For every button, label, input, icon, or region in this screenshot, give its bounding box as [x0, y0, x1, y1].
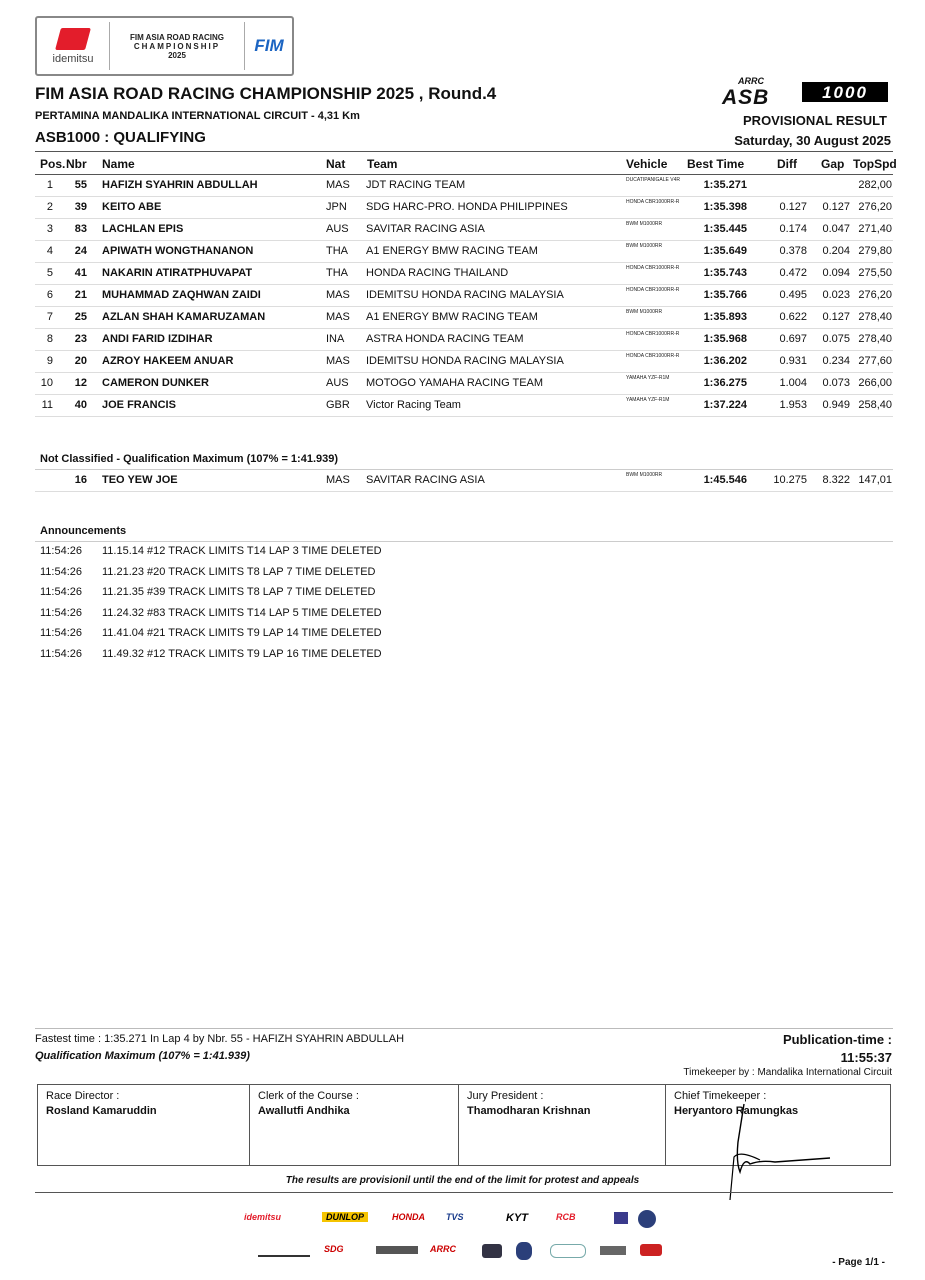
cell-nat: GBR: [326, 399, 350, 411]
cell-team: SAVITAR RACING ASIA: [366, 474, 485, 486]
cell-best: 1:35.968: [703, 333, 747, 345]
announcement-text: 11.21.35 #39 TRACK LIMITS T8 LAP 7 TIME DELETED: [102, 586, 376, 598]
cell-vehicle: DUCATIPANIGALE V4R: [626, 177, 680, 183]
idemitsu-logo-text: idemitsu: [52, 52, 94, 65]
announcements-title: Announcements: [40, 525, 127, 537]
cell-name: APIWATH WONGTHANANON: [102, 245, 254, 257]
announcement-text: 11.15.14 #12 TRACK LIMITS T14 LAP 3 TIME DELETED: [102, 545, 382, 557]
timekeeper: Timekeeper by : Mandalika International Circuit: [683, 1067, 892, 1078]
cell-gap: 0.234: [822, 355, 850, 367]
asb-logo-box: 1000: [802, 82, 888, 102]
result-date: Saturday, 30 August 2025: [734, 133, 891, 148]
cell-topspd: 276,20: [858, 289, 892, 301]
cell-best: 1:45.546: [703, 474, 747, 486]
announcement-text: 11.41.04 #21 TRACK LIMITS T9 LAP 14 TIME DELETED: [102, 627, 382, 639]
cell-team: SDG HARC-PRO. HONDA PHILIPPINES: [366, 201, 568, 213]
cell-vehicle: BWM M1000RR: [626, 309, 663, 315]
col-nat: Nat: [326, 157, 346, 171]
sponsor-signature-logo-icon: [258, 1246, 310, 1257]
cell-best: 1:35.271: [703, 179, 747, 191]
sponsor-crest-icon: [516, 1242, 532, 1260]
table-row: [35, 395, 893, 417]
official-race-director: [38, 1085, 250, 1165]
col-nbr: Nbr: [66, 157, 87, 171]
sponsor-idemitsu-logo: idemitsu: [244, 1212, 282, 1222]
cell-topspd: 275,50: [858, 267, 892, 279]
cell-pos: 3: [46, 223, 53, 235]
cell-team: JDT RACING TEAM: [366, 179, 466, 191]
cell-diff: 10.275: [773, 474, 807, 486]
disclaimer: The results are provisionil until the end of the limit for protest and appeals: [285, 1175, 640, 1186]
cell-nat: MAS: [326, 474, 350, 486]
sponsor-row-2: [258, 1244, 668, 1260]
cell-vehicle: BWM M1000RR: [626, 472, 663, 478]
cell-vehicle: BWM M1000RR: [626, 221, 663, 227]
announcement-item: [40, 566, 376, 578]
col-gap: Gap: [821, 157, 845, 171]
col-team: Team: [367, 157, 398, 171]
cell-gap: 0.047: [822, 223, 850, 235]
official-role: Jury President :: [467, 1090, 544, 1102]
announcement-item: [40, 648, 382, 660]
cell-topspd: 258,40: [858, 399, 892, 411]
announcement-item: [40, 586, 376, 598]
cell-vehicle: HONDA CBR1000RR-R: [626, 199, 680, 205]
cell-gap: 8.322: [822, 474, 850, 486]
cell-gap: 0.949: [822, 399, 850, 411]
sponsor-badge-icon: [614, 1212, 628, 1224]
announcement-time: 11:54:26: [40, 627, 83, 639]
cell-vehicle: YAMAHA YZF-R1M: [626, 375, 670, 381]
announcement-time: 11:54:26: [40, 545, 83, 557]
table-row: [35, 329, 893, 351]
championship-logo: [111, 18, 243, 74]
official-name: Rosland Kamaruddin: [46, 1105, 157, 1117]
table-row: [35, 351, 893, 373]
cell-team: MOTOGO YAMAHA RACING TEAM: [366, 377, 544, 389]
cell-best: 1:36.202: [703, 355, 747, 367]
cell-diff: 0.378: [779, 245, 807, 257]
cell-team: A1 ENERGY BMW RACING TEAM: [366, 245, 538, 257]
cell-diff: 0.697: [779, 333, 807, 345]
cell-topspd: 147,01: [858, 474, 892, 486]
cell-nat: INA: [326, 333, 345, 345]
col-topspd: TopSpd: [853, 157, 897, 171]
cell-best: 1:35.743: [703, 267, 747, 279]
cell-pos: 11: [41, 399, 53, 411]
header-logo-box: [35, 16, 294, 76]
cell-nat: AUS: [326, 223, 349, 235]
official-role: Race Director :: [46, 1090, 120, 1102]
asb-logo-main: ASB: [722, 86, 770, 109]
championship-logo-line1: FIM ASIA ROAD RACING: [129, 32, 225, 42]
cell-diff: 0.127: [779, 201, 807, 213]
cell-vehicle: HONDA CBR1000RR-R: [626, 265, 680, 271]
cell-nat: MAS: [326, 311, 350, 323]
cell-team: IDEMITSU HONDA RACING MALAYSIA: [366, 355, 564, 367]
idemitsu-logo: [37, 18, 109, 74]
fim-logo-text: FIM: [254, 36, 284, 55]
cell-nbr: 55: [74, 179, 87, 191]
sponsor-dunlop-logo: DUNLOP: [322, 1212, 368, 1222]
col-vehicle: Vehicle: [626, 157, 668, 171]
cell-pos: 1: [46, 179, 53, 191]
sponsor-kyt-logo: KYT: [506, 1212, 528, 1224]
cell-pos: 9: [46, 355, 53, 367]
announcement-text: 11.49.32 #12 TRACK LIMITS T9 LAP 16 TIME DELETED: [102, 647, 382, 660]
qualification-maximum: Qualification Maximum (107% = 1:41.939): [35, 1050, 250, 1062]
cell-gap: 0.073: [822, 377, 850, 389]
cell-gap: 0.127: [822, 201, 850, 213]
cell-nbr: 24: [74, 245, 87, 257]
cell-nbr: 40: [74, 399, 87, 411]
cell-name: CAMERON DUNKER: [102, 377, 209, 389]
announcement-item: [40, 545, 382, 557]
not-classified-row: [35, 470, 893, 492]
cell-nbr: 20: [74, 355, 87, 367]
publication-time: 11:55:37: [840, 1050, 892, 1065]
cell-nat: MAS: [326, 355, 350, 367]
cell-name: AZLAN SHAH KAMARUZAMAN: [102, 311, 266, 323]
cell-name: NAKARIN ATIRATPHUVAPAT: [102, 267, 253, 279]
cell-best: 1:35.893: [703, 311, 747, 323]
col-diff: Diff: [777, 157, 797, 171]
col-best-time: Best Time: [687, 157, 745, 171]
cell-pos: 10: [40, 377, 53, 389]
official-name: Thamodharan Krishnan: [467, 1105, 591, 1117]
championship-logo-line3: 2025: [168, 50, 186, 60]
cell-nbr: 12: [74, 377, 87, 389]
cell-vehicle: YAMAHA YZF-R1M: [626, 397, 670, 403]
cell-diff: 0.174: [779, 223, 807, 235]
cell-topspd: 278,40: [858, 333, 892, 345]
announcement-item: [40, 607, 382, 619]
announcement-time: 11:54:26: [40, 647, 83, 660]
official-name: Awallutfi Andhika: [258, 1105, 350, 1117]
official-clerk: [250, 1085, 459, 1165]
championship-logo-line2: CHAMPIONSHIP: [133, 41, 221, 51]
sponsor-honda-logo: HONDA: [392, 1212, 425, 1222]
cell-nat: MAS: [326, 289, 350, 301]
cell-nat: THA: [326, 267, 348, 279]
asb-logo-arrc: ARRC: [738, 76, 764, 86]
cell-gap: 0.075: [822, 333, 850, 345]
cell-gap: 0.094: [822, 267, 850, 279]
cell-topspd: 277,60: [858, 355, 892, 367]
cell-nat: THA: [326, 245, 348, 257]
sponsor-tvs-logo: TVS: [446, 1212, 464, 1222]
official-jury-president: [459, 1085, 666, 1165]
sponsor-circle-logo-icon: [550, 1244, 586, 1258]
cell-gap: 0.023: [822, 289, 850, 301]
cell-diff: 0.495: [779, 289, 807, 301]
sponsor-arrc-logo: ARRC: [430, 1244, 456, 1254]
table-row: [35, 175, 893, 197]
cell-vehicle: HONDA CBR1000RR-R: [626, 331, 680, 337]
cell-name: JOE FRANCIS: [102, 399, 176, 411]
cell-team: A1 ENERGY BMW RACING TEAM: [366, 311, 538, 323]
sponsor-small-logo-icon: [600, 1246, 626, 1255]
cell-nat: MAS: [326, 179, 350, 191]
sponsor-rcb-logo: RCB: [556, 1212, 576, 1222]
circuit-name: PERTAMINA MANDALIKA INTERNATIONAL CIRCUIT - 4,31 Km: [35, 110, 360, 122]
cell-best: 1:35.766: [703, 289, 747, 301]
cell-nbr: 23: [74, 333, 87, 345]
cell-gap: 0.127: [822, 311, 850, 323]
publication-label: Publication-time :: [782, 1032, 892, 1047]
table-row: [35, 373, 893, 395]
cell-nbr: 83: [74, 223, 87, 235]
fim-logo: [245, 18, 293, 74]
col-pos: Pos.: [40, 157, 66, 171]
cell-diff: 0.472: [779, 267, 807, 279]
announcement-text: 11.24.32 #83 TRACK LIMITS T14 LAP 5 TIME DELETED: [102, 606, 382, 619]
table-row: [35, 241, 893, 263]
cell-nbr: 21: [74, 289, 87, 301]
cell-nbr: 41: [74, 267, 87, 279]
cell-diff: 0.931: [779, 355, 807, 367]
cell-diff: 0.622: [779, 311, 807, 323]
cell-best: 1:36.275: [703, 377, 747, 389]
table-row: [35, 219, 893, 241]
sponsor-eagle-emblem-icon: [482, 1244, 502, 1258]
sponsor-sdg-logo: SDG: [324, 1244, 344, 1254]
announcement-time: 11:54:26: [40, 586, 83, 598]
cell-pos: 5: [46, 267, 53, 279]
sponsor-round-emblem-icon: [638, 1210, 656, 1228]
cell-pos: 4: [46, 245, 53, 257]
cell-diff: 1.004: [779, 377, 807, 389]
cell-nat: JPN: [326, 201, 347, 213]
cell-topspd: 276,20: [858, 201, 892, 213]
cell-vehicle: BWM M1000RR: [626, 243, 663, 249]
announcement-text: 11.21.23 #20 TRACK LIMITS T8 LAP 7 TIME DELETED: [102, 565, 376, 578]
cell-vehicle: HONDA CBR1000RR-R: [626, 287, 680, 293]
asb1000-logo: [722, 76, 890, 109]
cell-pos: 2: [46, 201, 53, 213]
cell-best: 1:35.445: [703, 223, 747, 235]
cell-nbr: 39: [74, 201, 87, 213]
sponsor-row-1: [244, 1212, 664, 1228]
announcement-time: 11:54:26: [40, 565, 83, 578]
cell-gap: 0.204: [822, 245, 850, 257]
cell-topspd: 282,00: [858, 179, 892, 191]
announcement-item: [40, 627, 382, 639]
cell-topspd: 266,00: [858, 377, 892, 389]
page-number: - Page 1/1 -: [832, 1257, 885, 1268]
cell-nbr: 16: [74, 474, 87, 486]
cell-topspd: 279,80: [858, 245, 892, 257]
col-name: Name: [102, 157, 135, 171]
idemitsu-flag-icon: [55, 28, 91, 50]
signature-icon: [720, 1102, 840, 1202]
session-title: ASB1000 : QUALIFYING: [35, 129, 206, 146]
official-role: Clerk of the Course :: [258, 1090, 359, 1102]
page-title: FIM ASIA ROAD RACING CHAMPIONSHIP 2025 , Round.4: [35, 84, 497, 103]
cell-team: SAVITAR RACING ASIA: [366, 223, 485, 235]
cell-team: ASTRA HONDA RACING TEAM: [366, 333, 524, 345]
cell-diff: 1.953: [779, 399, 807, 411]
cell-name: LACHLAN EPIS: [102, 223, 184, 235]
cell-name: KEITO ABE: [102, 201, 162, 213]
cell-nat: AUS: [326, 377, 349, 389]
cell-topspd: 271,40: [858, 223, 892, 235]
cell-name: AZROY HAKEEM ANUAR: [102, 355, 234, 367]
table-row: [35, 307, 893, 329]
table-row: [35, 197, 893, 219]
cell-team: IDEMITSU HONDA RACING MALAYSIA: [366, 289, 564, 301]
cell-name: MUHAMMAD ZAQHWAN ZAIDI: [102, 289, 261, 301]
not-classified-title: Not Classified - Qualification Maximum (107% = 1:41.939): [40, 453, 339, 465]
announcement-time: 11:54:26: [40, 606, 83, 619]
cell-name: HAFIZH SYAHRIN ABDULLAH: [102, 179, 258, 191]
cell-nbr: 25: [74, 311, 87, 323]
cell-vehicle: HONDA CBR1000RR-R: [626, 353, 680, 359]
cell-team: Victor Racing Team: [366, 399, 461, 411]
table-row: [35, 285, 893, 307]
cell-pos: 8: [46, 333, 53, 345]
cell-pos: 6: [46, 289, 53, 301]
sponsor-logo-icon: [376, 1246, 418, 1254]
cell-topspd: 278,40: [858, 311, 892, 323]
table-row: [35, 263, 893, 285]
result-status: PROVISIONAL RESULT: [743, 113, 887, 128]
sponsor-red-logo-icon: [640, 1244, 662, 1256]
cell-best: 1:37.224: [703, 399, 747, 411]
official-role: Chief Timekeeper :: [674, 1090, 767, 1102]
cell-best: 1:35.398: [703, 201, 747, 213]
official-name: Heryantoro Ramungkas: [674, 1105, 799, 1117]
cell-name: TEO YEW JOE: [102, 474, 178, 486]
cell-pos: 7: [46, 311, 53, 323]
fastest-time: Fastest time : 1:35.271 In Lap 4 by Nbr. 55 - HAFIZH SYAHRIN ABDULLAH: [35, 1033, 405, 1045]
cell-name: ANDI FARID IZDIHAR: [102, 333, 213, 345]
cell-team: HONDA RACING THAILAND: [366, 267, 509, 279]
cell-best: 1:35.649: [703, 245, 747, 257]
